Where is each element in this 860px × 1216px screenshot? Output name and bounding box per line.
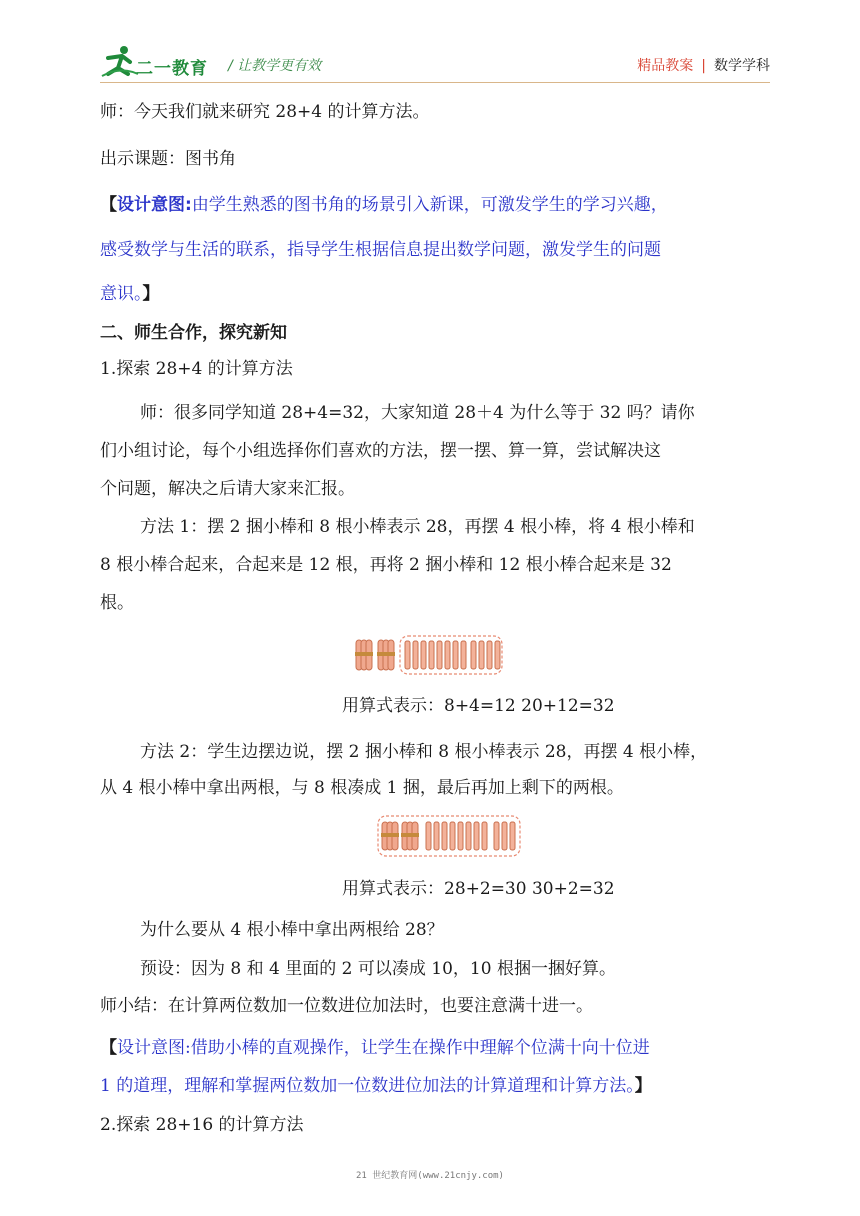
bracket-close: 】 [634,1076,652,1096]
bundle-icon [355,640,373,670]
runner-logo-icon [100,44,140,78]
design-intent [100,283,160,305]
paragraph: 为什么要从 4 根小棒中拿出两根给 28？ [140,920,444,940]
category-label: 精品教案 [637,58,694,74]
paragraph: 方法 2：学生边摆边说，摆 2 捆小棒和 8 根小棒表示 28，再摆 4 根小棒， [140,742,708,762]
logo [100,44,240,84]
sticks-illustration-2 [376,814,522,858]
paragraph: 们小组讨论，每个小组选择你们喜欢的方法，摆一摆、算一算，尝试解决这 [100,441,661,461]
paragraph: 师：很多同学知道 28+4=32，大家知道 28＋4 为什么等于 32 吗？请你 [140,403,695,423]
design-intent-text: 1 的道理，理解和掌握两位数加一位数进位加法的计算道理和计算方法。 [100,1076,635,1096]
page-header [100,44,770,84]
subheading: 1.探索 28+4 的计算方法 [100,359,293,379]
design-intent [100,1075,652,1097]
paragraph: 方法 1：摆 2 捆小棒和 8 根小棒表示 28，再摆 4 根小棒，将 4 根小棒和 [140,517,695,537]
bracket-close: 】 [142,284,160,304]
bundle-icon [377,640,395,670]
logo-text: 二一教育 [136,59,208,79]
paragraph: 根。 [100,593,134,613]
paragraph: 8 根小棒合起来，合起来是 12 根，再将 2 捆小棒和 12 根小棒合起来是 32 [100,555,672,575]
design-intent-label: 设计意图: [117,1038,191,1058]
header-separator: | [701,58,706,74]
paragraph: 出示课题：图书角 [100,149,236,169]
design-intent-label: 设计意图: [117,195,192,215]
header-rule [100,82,770,83]
design-intent-text: 借助小棒的直观操作，让学生在操作中理解个位满十向十位进 [190,1038,650,1058]
design-intent-text: 感受数学与生活的联系，指导学生根据信息提出数学问题，激发学生的问题 [100,240,661,260]
paragraph: 师小结：在计算两位数加一位数进位加法时，也要注意满十进一。 [100,996,593,1016]
single-sticks-icon [405,641,500,669]
design-intent [100,194,668,216]
design-intent-text: 意识。 [100,284,143,304]
equation: 用算式表示：28+2=30 30+2=32 [342,879,615,899]
bracket-open: 【 [100,1038,117,1058]
header-category [637,55,770,75]
design-intent [100,1037,650,1059]
bracket-open: 【 [100,195,117,215]
subheading: 2.探索 28+16 的计算方法 [100,1115,304,1135]
bundle-icon [381,822,399,850]
paragraph: 个问题，解决之后请大家来汇报。 [100,479,355,499]
slogan: / 让教学更有效 [228,58,322,74]
page-footer: 21 世纪教育网(www.21cnjy.com) [356,1171,504,1181]
paragraph: 预设：因为 8 和 4 里面的 2 可以凑成 10，10 根捆一捆好算。 [140,959,616,979]
design-intent-text: 由学生熟悉的图书角的场景引入新课，可激发学生的学习兴趣， [191,195,668,215]
paragraph: 师：今天我们就来研究 28+4 的计算方法。 [100,102,430,122]
sticks-illustration-1 [354,634,506,676]
bundle-icon [401,822,419,850]
equation: 用算式表示：8+4=12 20+12=32 [342,696,615,716]
section-heading: 二、师生合作，探究新知 [100,323,287,343]
paragraph: 从 4 根小棒中拿出两根，与 8 根凑成 1 捆，最后再加上剩下的两根。 [100,778,624,798]
single-sticks-icon [426,822,515,850]
subject-label: 数学学科 [714,58,770,74]
